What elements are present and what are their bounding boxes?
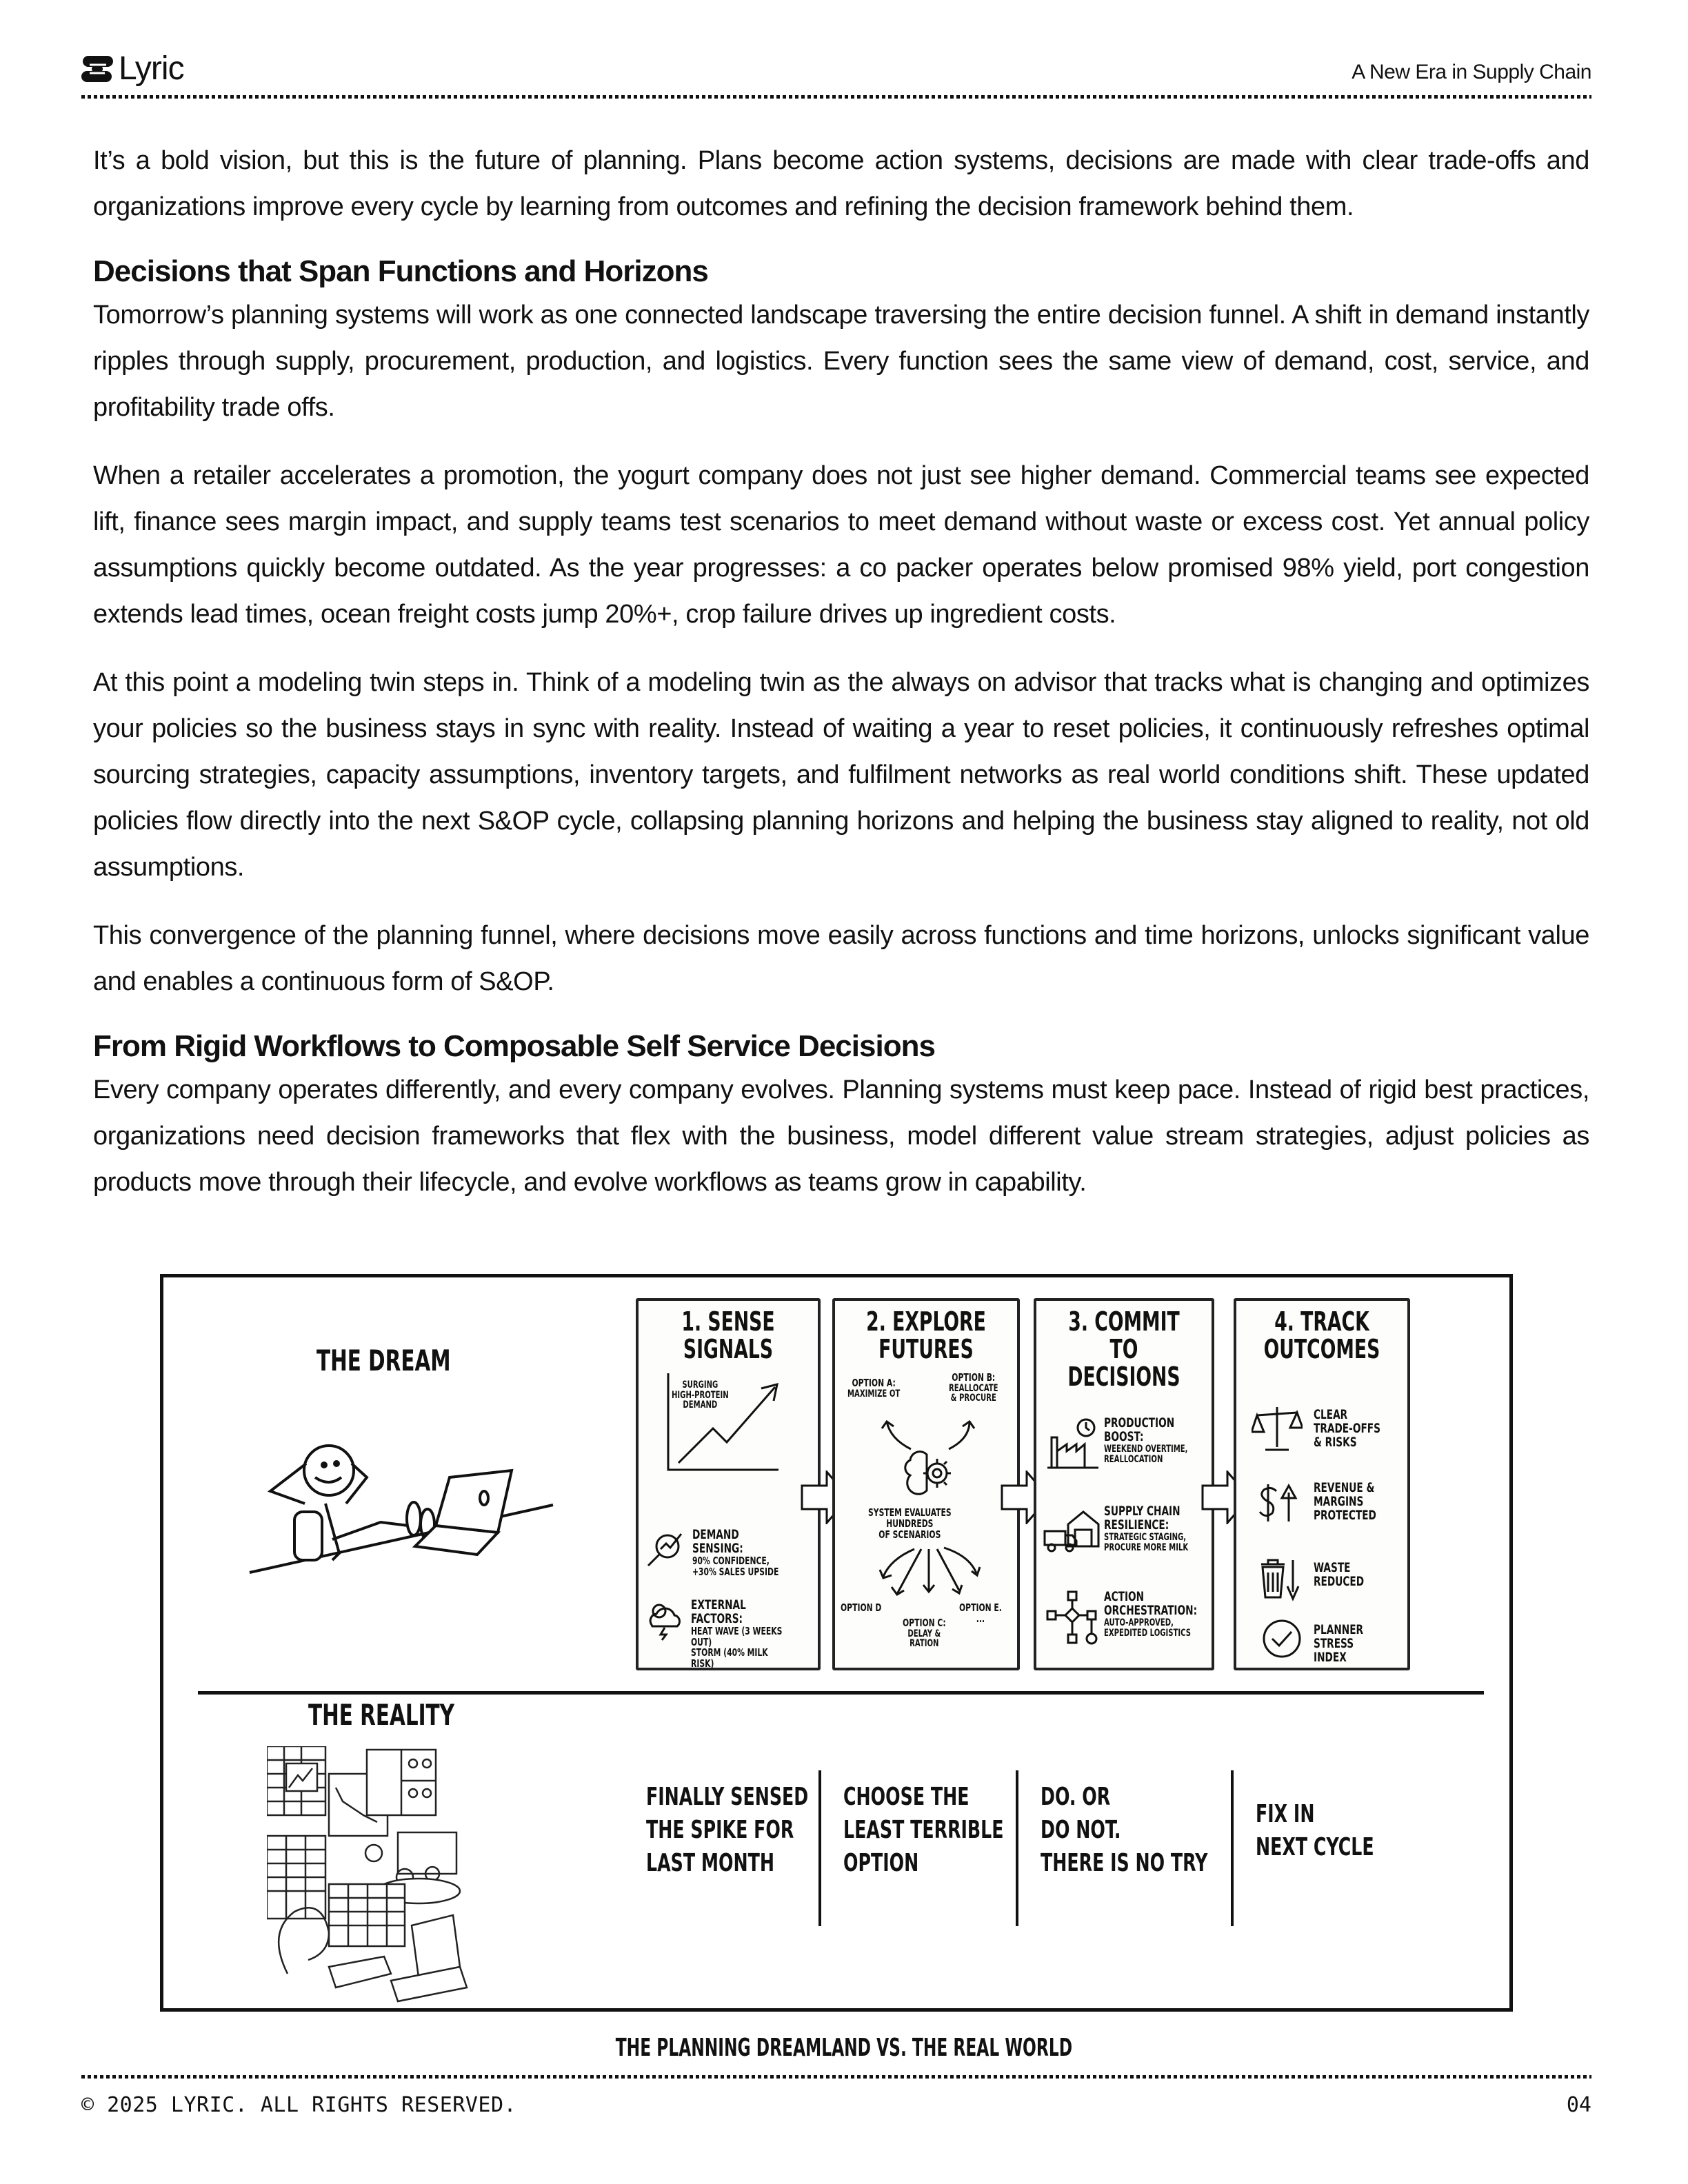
footer-divider — [81, 2075, 1591, 2079]
workflow-icon — [1046, 1590, 1098, 1648]
item-detail: STORM (40% MILK RISK) — [691, 1646, 768, 1670]
chaotic-workstation-illustration-icon — [267, 1746, 522, 2008]
panel-title: 2. EXPLORE — [866, 1306, 986, 1337]
check-circle-icon — [1261, 1618, 1303, 1659]
item-heading: DEMAND SENSING: — [692, 1527, 743, 1556]
outcome-text: & RISKS — [1314, 1434, 1357, 1450]
option-c-detail: DELAY & — [907, 1628, 941, 1639]
figure-caption: THE PLANNING DREAMLAND VS. THE REAL WORLD — [615, 2034, 1073, 2062]
reality-column-explore: CHOOSE THE LEAST TERRIBLE OPTION — [843, 1783, 1004, 1877]
paragraph: Every company operates differently, and every company evolves. Planning systems must keep pace. Instead of rigid best practices, organizations need decision frameworks that flex with the business, model different value stream strategies, adjust policies as products move through their lifecycle, and evolve workflows as teams grow in capability. — [93, 1075, 1589, 1197]
chart-label: HIGH-PROTEIN — [672, 1389, 729, 1401]
option-e-ellipsis: ... — [976, 1612, 985, 1625]
dollar-up-icon — [1257, 1482, 1301, 1524]
section-heading: Decisions that Span Functions and Horizons — [93, 254, 708, 288]
item-detail: PROCURE MORE MILK — [1104, 1541, 1189, 1553]
paragraph: This convergence of the planning funnel, where decisions move easily across functions and time horizons, unlocks significant value and enables a continuous form of S&OP. — [93, 921, 1589, 996]
section-heading: From Rigid Workflows to Composable Self Service Decisions — [93, 1029, 935, 1063]
relaxed-planner-illustration-icon — [229, 1422, 560, 1588]
storm-cloud-icon — [644, 1597, 685, 1641]
panel-commit-decisions — [1034, 1298, 1214, 1670]
item-detail: EXPEDITED LOGISTICS — [1104, 1627, 1192, 1639]
paragraph: At this point a modeling twin steps in. Think of a modeling twin as the always on advisor that tracks what is changing and optimizes your policies so the business stays in sync with reality. Instead of waiting a year to reset policies, it continuously refreshes optimal sourcing strategies, capacity assumptions, inventory targets, and fulfilment networks as real world conditions shift. These updated policies flow directly into the next S&OP cycle, collapsing planning horizons and helping the business stay aligned to reality, not old assumptions. — [93, 668, 1589, 882]
lyric-s-logo-icon — [81, 53, 113, 85]
document-title: A New Era in Supply Chain — [1352, 61, 1591, 83]
panel-title: 1. SENSE — [681, 1306, 775, 1337]
reality-label: THE REALITY — [308, 1698, 455, 1732]
panel-title: 3. COMMIT TO — [1068, 1306, 1180, 1364]
magnifier-trend-icon — [645, 1528, 685, 1568]
column-divider — [1231, 1770, 1234, 1926]
page-number: 04 — [1566, 2093, 1591, 2117]
item-detail: REALLOCATION — [1104, 1453, 1163, 1465]
item-heading: ORCHESTRATION: — [1104, 1602, 1198, 1618]
column-divider — [818, 1770, 821, 1926]
panel-title: FUTURES — [878, 1334, 974, 1364]
page-header — [81, 48, 1591, 97]
dream-label: THE DREAM — [316, 1344, 451, 1377]
option-a-label: OPTION A: — [852, 1377, 896, 1389]
outcome-text: MARGINS — [1314, 1493, 1364, 1509]
panel-title: DECISIONS — [1067, 1362, 1180, 1392]
panel-title: 4. TRACK — [1274, 1306, 1369, 1337]
item-detail: AUTO-APPROVED, — [1104, 1617, 1174, 1628]
outcome-text: PROTECTED — [1314, 1507, 1376, 1523]
panel-sense-signals — [636, 1298, 821, 1670]
column-divider — [1016, 1770, 1018, 1926]
outcome-text: REVENUE & — [1314, 1480, 1375, 1495]
reality-column-sense: FINALLY SENSED THE SPIKE FOR LAST MONTH — [646, 1783, 809, 1877]
panel-title: OUTCOMES — [1263, 1334, 1380, 1364]
trash-down-icon — [1258, 1557, 1303, 1601]
paragraph: Tomorrow’s planning systems will work as one connected landscape traversing the entire decision funnel. A shift in demand instantly ripples through supply, procurement, production, and logistics. Every function sees the same view of demand, cost, service, and profitability trade offs. — [93, 301, 1589, 422]
item-detail: STRATEGIC STAGING, — [1104, 1531, 1187, 1543]
option-d-label: OPTION D — [841, 1601, 882, 1614]
outcome-text: CLEAR — [1314, 1407, 1348, 1422]
item-heading: ACTION — [1104, 1589, 1145, 1604]
outcome-text: TRADE-OFFS — [1314, 1420, 1380, 1436]
paragraph: When a retailer accelerates a promotion, the yogurt company does not just see higher demand. Commercial teams see expected lift, finance sees margin impact, and supply teams test scenarios to meet demand without waste or excess cost. Yet annual policy assumptions quickly become outdated. As the year progresses: a co packer operates below promised 98% yield, port congestion extends lead times, ocean freight costs jump 20%+, crop failure drives up ingredient costs. — [93, 461, 1589, 629]
scales-icon — [1252, 1404, 1303, 1454]
item-detail: WEEKEND OVERTIME, — [1104, 1443, 1188, 1455]
truck-warehouse-icon — [1043, 1508, 1101, 1553]
panel-track-outcomes — [1234, 1298, 1410, 1670]
factory-clock-icon — [1046, 1417, 1100, 1470]
reality-column-commit: DO. OR DO NOT. THERE IS NO TRY — [1041, 1783, 1208, 1877]
outcome-text: WASTE — [1314, 1560, 1351, 1575]
copyright-notice: © 2025 LYRIC. ALL RIGHTS RESERVED. — [81, 2093, 517, 2117]
item-detail: 90% CONFIDENCE, — [692, 1554, 770, 1567]
outcome-text: STRESS INDEX — [1314, 1635, 1354, 1665]
option-b-detail: & PROCURE — [950, 1393, 996, 1404]
center-text: OF SCENARIOS — [878, 1528, 941, 1541]
center-text: HUNDREDS — [886, 1517, 934, 1530]
outcome-text: PLANNER — [1314, 1622, 1364, 1637]
option-b-label: OPTION B: — [952, 1371, 996, 1384]
option-c-detail: RATION — [910, 1638, 939, 1650]
center-text: SYSTEM EVALUATES — [868, 1506, 952, 1519]
chart-label: DEMAND — [683, 1399, 718, 1411]
item-detail: HEAT WAVE (3 WEEKS OUT) — [691, 1624, 783, 1648]
brand-name: Lyric — [119, 50, 184, 87]
panel-explore-futures — [832, 1298, 1020, 1670]
option-b-detail: REALLOCATE — [949, 1382, 998, 1394]
reality-column-track: FIX IN NEXT CYCLE — [1256, 1800, 1374, 1861]
dream-reality-divider — [198, 1691, 1484, 1695]
option-c-label: OPTION C: — [903, 1617, 946, 1629]
item-heading: RESILIENCE: — [1104, 1517, 1169, 1533]
item-heading: BOOST: — [1104, 1428, 1144, 1444]
intro-paragraph: It’s a bold vision, but this is the future of planning. Plans become action systems, decisions are made with clear trade-offs and organizations improve every cycle by learning from outcomes and refining the decision framework behind them. — [93, 146, 1589, 221]
item-detail: +30% SALES UPSIDE — [692, 1565, 779, 1578]
article-body — [93, 138, 1589, 1228]
header-divider — [81, 95, 1591, 99]
option-e-label: OPTION E. — [959, 1601, 1002, 1614]
brand-logo — [81, 51, 184, 87]
item-heading: SUPPLY CHAIN — [1104, 1504, 1180, 1519]
item-heading: EXTERNAL FACTORS: — [691, 1597, 746, 1626]
outcome-text: REDUCED — [1314, 1573, 1365, 1589]
item-heading: PRODUCTION — [1104, 1415, 1175, 1430]
option-a-detail: MAXIMIZE OT — [847, 1388, 901, 1399]
chart-label: SURGING — [682, 1379, 719, 1391]
panel-title: SIGNALS — [683, 1334, 774, 1364]
dream-vs-reality-figure — [160, 1274, 1513, 2012]
